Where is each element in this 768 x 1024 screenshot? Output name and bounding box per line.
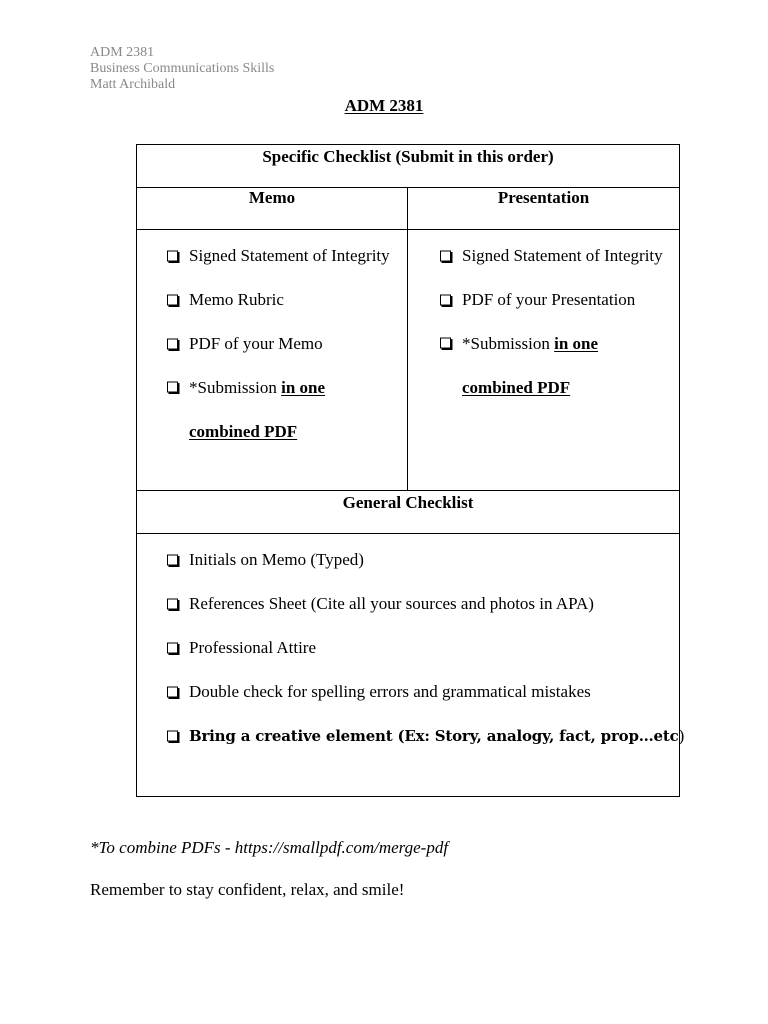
list-item: Signed Statement of Integrity — [165, 234, 407, 278]
checkbox-icon[interactable] — [167, 295, 178, 306]
list-item: References Sheet (Cite all your sources and photos in APA) — [165, 582, 679, 626]
list-item: PDF of your Memo — [165, 322, 407, 366]
checklist-table — [136, 144, 685, 797]
list-item: Professional Attire — [165, 626, 679, 670]
list-item: Double check for spelling errors and grammatical mistakes — [165, 670, 679, 714]
memo-column-heading: Memo — [137, 188, 408, 230]
checkbox-icon[interactable] — [167, 687, 178, 698]
checkbox-icon[interactable] — [167, 251, 178, 262]
presentation-checklist — [408, 230, 679, 410]
specific-checklist-heading: Specific Checklist (Submit in this order) — [137, 145, 680, 188]
memo-checklist-cell — [137, 230, 408, 491]
checkbox-icon[interactable] — [167, 382, 178, 393]
general-checklist-heading: General Checklist — [137, 491, 680, 534]
checkbox-icon[interactable] — [440, 338, 451, 349]
closing-message: Remember to stay confident, relax, and smile! — [90, 880, 405, 899]
list-item: Memo Rubric — [165, 278, 407, 322]
checkbox-icon[interactable] — [167, 555, 178, 566]
memo-checklist — [137, 230, 407, 454]
document-header — [90, 45, 274, 93]
list-item: Initials on Memo (Typed) — [165, 538, 679, 582]
presentation-checklist-cell — [408, 230, 680, 491]
checkbox-icon[interactable] — [167, 643, 178, 654]
list-item: *Submission in one combined PDF — [438, 322, 679, 410]
course-code: ADM 2381 — [90, 45, 155, 60]
author-name: Matt Archibald — [90, 77, 176, 92]
checkbox-icon[interactable] — [167, 599, 178, 610]
list-item: *Submission in one combined PDF — [165, 366, 407, 454]
list-item: Bring a creative element (Ex: Story, analogy, fact, prop…etc) — [165, 714, 679, 758]
general-checklist — [137, 534, 685, 758]
combine-pdfs-note: *To combine PDFs - https://smallpdf.com/merge-pdf — [90, 838, 449, 857]
page-title: ADM 2381 — [344, 96, 424, 115]
checkbox-icon[interactable] — [440, 295, 451, 306]
checkbox-icon[interactable] — [167, 731, 178, 742]
general-checklist-cell — [137, 534, 685, 797]
checkbox-icon[interactable] — [167, 339, 178, 350]
course-name: Business Communications Skills — [90, 61, 275, 76]
list-item: PDF of your Presentation — [438, 278, 679, 322]
checkbox-icon[interactable] — [440, 251, 451, 262]
presentation-column-heading: Presentation — [408, 188, 680, 230]
list-item: Signed Statement of Integrity — [438, 234, 679, 278]
